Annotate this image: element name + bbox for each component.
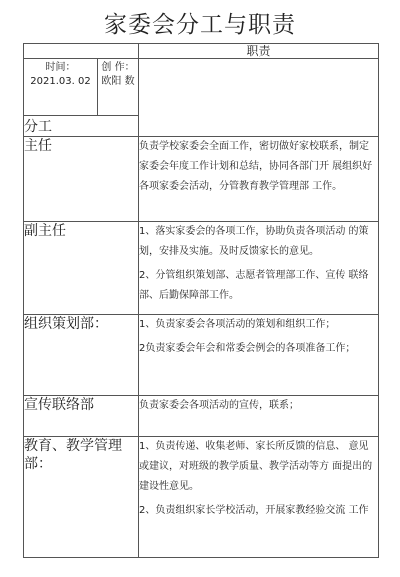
row-text-publicity (139, 396, 379, 437)
duty-table (23, 43, 379, 558)
row-label-publicity: 宣传联络部 (24, 396, 139, 437)
meta-right-cell (139, 59, 379, 137)
header-left-cell (24, 44, 139, 59)
meta-row (24, 59, 379, 116)
meta-cell (24, 59, 139, 116)
fen-gong-label: 分工 (24, 116, 139, 137)
row-paragraph: 2负责家委会年会和常委会例会的各项准备工作； (139, 343, 356, 354)
header-duty: 职责 (139, 44, 379, 59)
table-row (24, 396, 379, 437)
time-label: 时间： (45, 62, 76, 73)
table-row (24, 437, 379, 558)
author-label: 创 作： (101, 62, 135, 73)
row-paragraph: 负责家委会各项活动的宣传，联系； (139, 400, 299, 411)
row-text-director (139, 137, 379, 222)
row-label-planning: 组织策划部： (24, 315, 139, 396)
author-value: 欧阳 数 (101, 76, 135, 87)
table-row (24, 222, 379, 315)
row-text-deputy (139, 222, 379, 315)
row-paragraph: 2、分管组织策划部、志愿者管理部工作、宣传 联络部、后勤保障部工作。 (139, 270, 369, 301)
row-text-teaching (139, 437, 379, 558)
row-text-planning (139, 315, 379, 396)
row-label-teaching: 教育、教学管理 部： (24, 437, 139, 558)
row-paragraph: 1、落实家委会的各项工作，协助负责各项活动 的策划，安排及实施。及时反馈家长的意见。 (139, 226, 369, 257)
header-row (24, 44, 379, 59)
row-paragraph: 1、负责家委会各项活动的策划和组织工作； (139, 319, 336, 330)
row-paragraph: 2、负责组织家长学校活动，开展家教经验交流 工作 (139, 505, 369, 516)
row-label-director: 主任 (24, 137, 139, 222)
time-value: 2021.03. 02 (30, 76, 91, 87)
row-label-deputy: 副主任 (24, 222, 139, 315)
table-row (24, 315, 379, 396)
time-block (24, 59, 97, 115)
document-title: 家委会分工与职责 (104, 12, 296, 38)
author-block (97, 59, 138, 115)
row-paragraph: 负责学校家委会全面工作，密切做好家校联系，制定家委会年度工作计划和总结，协同各部门开 展组织好各项家委会活动，分管教育教学管理部 工作。 (139, 141, 373, 192)
table-row (24, 137, 379, 222)
row-paragraph: 1、负责传递、收集老师、家长所反馈的信息、 意见或建议，对班级的教学质量、教学活动等方 面提出的建设性意见。 (139, 441, 373, 492)
